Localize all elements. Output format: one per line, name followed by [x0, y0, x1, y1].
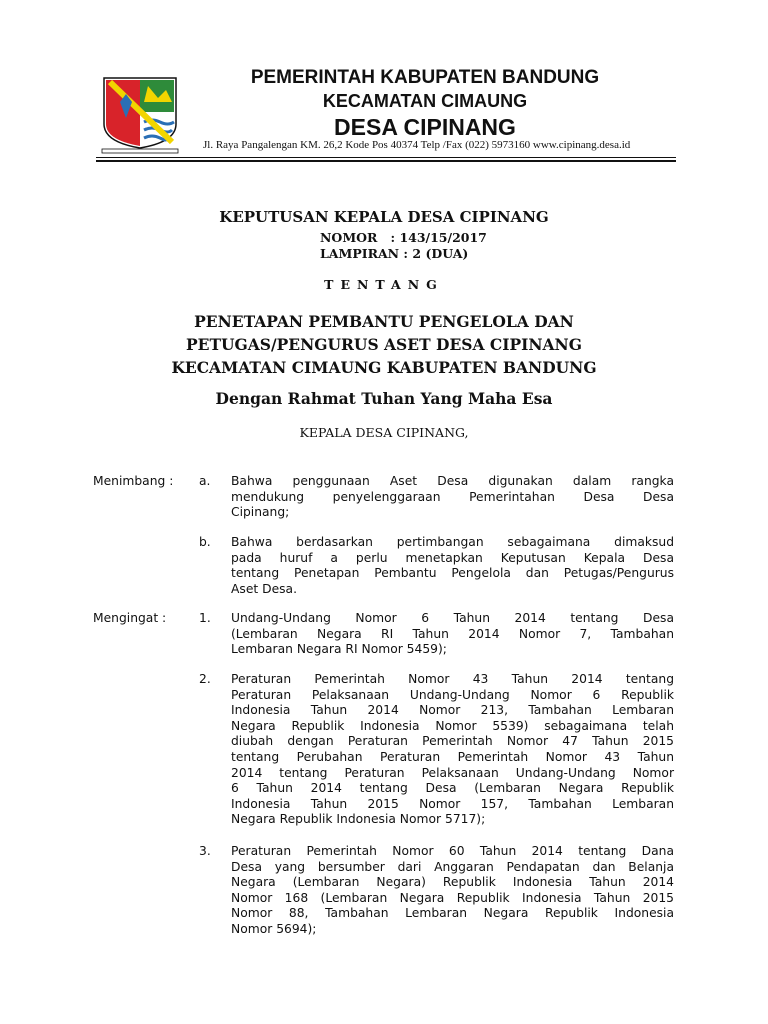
clause-line: Indonesia Tahun 2014 Nomor 213, Tambahan Lembaran [231, 703, 674, 718]
clause-line: 6 Tahun 2014 tentang Desa (Lembaran Negara Republik [231, 781, 674, 796]
clause-line: Nomor 88, Tambahan Lembaran Negara Republik Indonesia [231, 906, 674, 921]
clause-number: 1. [199, 611, 211, 625]
decree-subject [0, 310, 768, 379]
clause-line: Peraturan Pelaksanaan Undang-Undang Nomor 6 Republik [231, 687, 674, 702]
decree-subject-line: PETUGAS/PENGURUS ASET DESA CIPINANG [186, 335, 582, 354]
decree-title: KEPUTUSAN KEPALA DESA CIPINANG [219, 208, 549, 226]
clause-line: Peraturan Pemerintah Nomor 60 Tahun 2014 tentang Dana [231, 844, 674, 858]
clause-line: Aset Desa. [231, 581, 297, 596]
clause-line: Nomor 168 (Lembaran Negara Republik Indonesia Tahun 2015 [231, 890, 674, 905]
mengingat-label: Mengingat : [93, 611, 167, 625]
clause-number: a. [199, 474, 211, 488]
clause-line: (Lembaran Negara RI Tahun 2014 Nomor 7, Tambahan [231, 626, 674, 641]
clause-number: 3. [199, 844, 211, 858]
decree-subject-line: PENETAPAN PEMBANTU PENGELOLA DAN [194, 312, 574, 331]
clause-line: Negara Republik Indonesia Nomor 5539) sebagaimana telah [231, 718, 674, 733]
kabupaten-bandung-crest-icon [96, 72, 184, 154]
clause-line: Cipinang; [231, 505, 290, 520]
menimbang-label: Menimbang : [93, 474, 174, 488]
letterhead-rule-bottom [96, 160, 676, 162]
clause-line: tentang Perubahan Peraturan Pemerintah Nomor 43 Tahun [231, 749, 674, 764]
mengingat-clause-3 [231, 844, 674, 938]
clause-line: Bahwa berdasarkan pertimbangan sebagaimana dimaksud [231, 535, 674, 549]
mengingat-clause-2 [231, 672, 674, 828]
decree-subject-line: KECAMATAN CIMAUNG KABUPATEN BANDUNG [171, 358, 597, 377]
decree-authority: KEPALA DESA CIPINANG, [299, 425, 469, 440]
clause-line: tentang Penetapan Pembantu Pengelola dan Petugas/Pengurus [231, 566, 674, 581]
decree-attachment: LAMPIRAN : 2 (DUA) [320, 246, 469, 261]
clause-number: b. [199, 535, 211, 549]
clause-line: Bahwa penggunaan Aset Desa digunakan dalam rangka [231, 474, 674, 488]
letterhead-rule-top [96, 157, 676, 158]
clause-line: diubah dengan Peraturan Pemerintah Nomor 47 Tahun 2015 [231, 734, 674, 749]
decree-invocation: Dengan Rahmat Tuhan Yang Maha Esa [215, 389, 553, 408]
clause-line: Negara Republik Indonesia Nomor 5717); [231, 812, 486, 827]
clause-line: Nomor 5694); [231, 921, 317, 936]
letterhead [190, 66, 660, 142]
clause-line: Peraturan Pemerintah Nomor 43 Tahun 2014 tentang [231, 672, 674, 686]
letterhead-address: Jl. Raya Pangalengan KM. 26,2 Kode Pos 40374 Telp /Fax (022) 5973160 www.cipinang.desa.id [203, 139, 631, 151]
menimbang-clause-b [231, 535, 674, 597]
clause-line: Indonesia Tahun 2015 Nomor 157, Tambahan Lembaran [231, 796, 674, 811]
decree-tentang: TENTANG [324, 277, 444, 292]
menimbang-clause-a [231, 474, 674, 521]
clause-line: pada huruf a perlu menetapkan Keputusan Kepala Desa [231, 550, 674, 565]
decree-number: NOMOR : 143/15/2017 [320, 230, 487, 245]
clause-line: Desa yang bersumber dari Anggaran Pendapatan dan Belanja [231, 859, 674, 874]
letterhead-district: KECAMATAN CIMAUNG [322, 91, 528, 111]
clause-line: 2014 tentang Peraturan Pelaksanaan Undang-Undang Nomor [231, 765, 674, 780]
clause-line: Negara (Lembaran Negara) Republik Indonesia Tahun 2014 [231, 875, 674, 890]
clause-line: mendukung penyelenggaraan Pemerintahan Desa Desa [231, 489, 674, 504]
clause-number: 2. [199, 672, 211, 686]
letterhead-government: PEMERINTAH KABUPATEN BANDUNG [250, 67, 600, 88]
clause-line: Undang-Undang Nomor 6 Tahun 2014 tentang Desa [231, 611, 674, 625]
letterhead-village: DESA CIPINANG [334, 114, 516, 140]
mengingat-clause-1 [231, 611, 674, 658]
clause-line: Lembaran Negara RI Nomor 5459); [231, 642, 447, 657]
